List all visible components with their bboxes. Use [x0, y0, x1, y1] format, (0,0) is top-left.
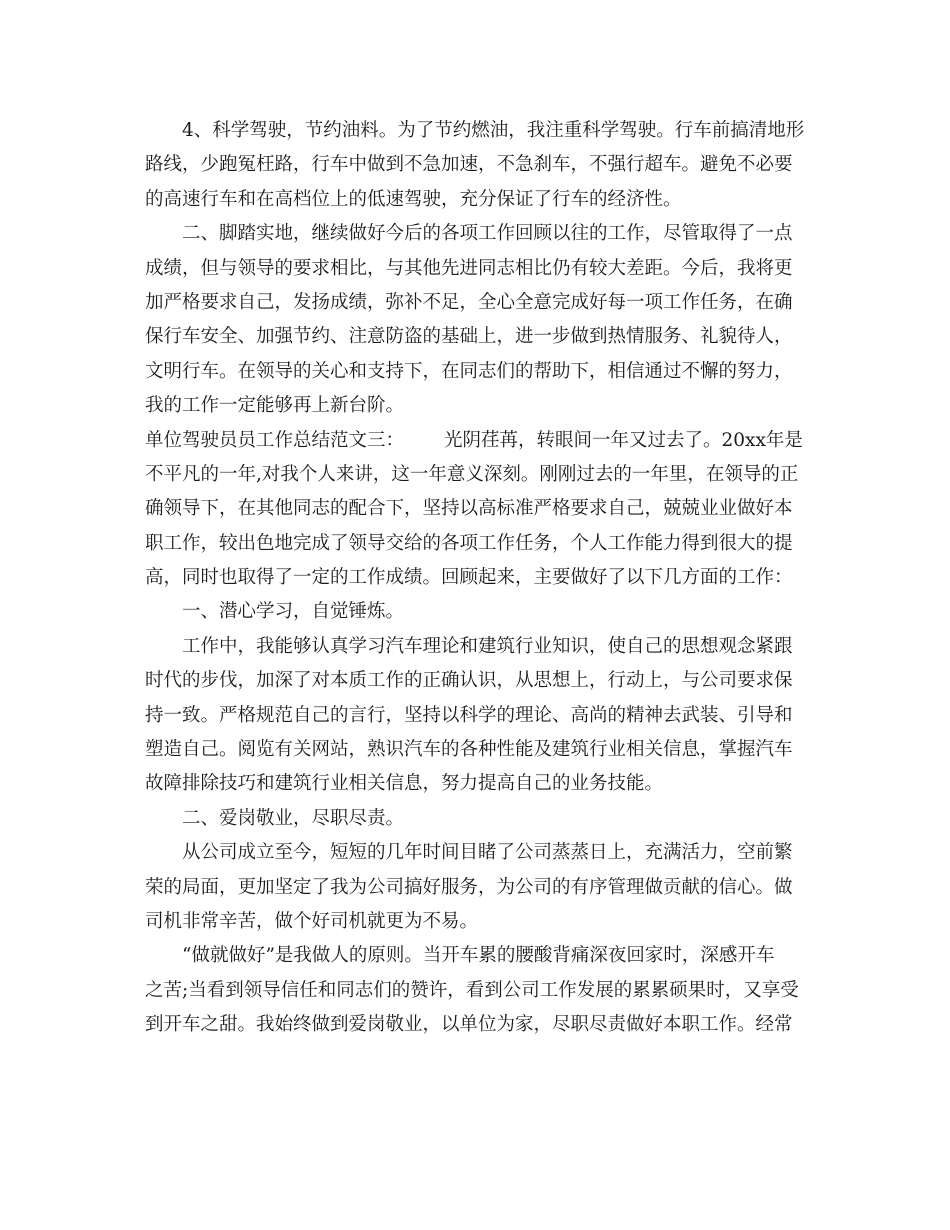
- text-line: 荣的局面，更加坚定了我为公司搞好服务，为公司的有序管理做贡献的信心。做: [145, 876, 793, 898]
- text-line: 从公司成立至今，短短的几年时间目睹了公司蒸蒸日上，充满活力，空前繁: [182, 842, 793, 864]
- text-line: 加严格要求自己，发扬成绩，弥补不足，全心全意完成好每一项工作任务，在确: [145, 291, 793, 313]
- paragraph-block-1: [145, 114, 805, 424]
- text-line: 持一致。严格规范自己的言行，坚持以科学的理论、高尚的精神去武装、引导和: [145, 704, 793, 726]
- text-line: 高，同时也取得了一定的工作成绩。回顾起来，主要做好了以下几方面的工作：: [145, 567, 793, 589]
- text-line: 故障排除技巧和建筑行业相关信息，努力提高自己的业务技能。: [145, 773, 664, 795]
- text-line: 二、脚踏实地，继续做好今后的各项工作回顾以往的工作，尽管取得了一点: [182, 223, 793, 245]
- text-line: 确领导下，在其他同志的配合下，坚持以高标准严格要求自己，兢兢业业做好本: [145, 498, 793, 520]
- text-line: 成绩，但与领导的要求相比，与其他先进同志相比仍有较大差距。今后，我将更: [145, 257, 793, 279]
- text-line: 工作中，我能够认真学习汽车理论和建筑行业知识，使自己的思想观念紧跟: [182, 635, 793, 657]
- section-title: 单位驾驶员员工作总结范文三：: [145, 429, 405, 451]
- text-line: 路线，少跑冤枉路，行车中做到不急加速，不急刹车，不强行超车。避免不必要: [145, 154, 793, 176]
- text-line: 二、爱岗敬业，尽职尽责。: [182, 807, 405, 829]
- text-line: 一、潜心学习，自觉锤炼。: [182, 601, 405, 623]
- text-line: 文明行车。在领导的关心和支持下，在同志们的帮助下，相信通过不懈的努力，: [145, 360, 793, 382]
- text-line: 时代的步伐，加深了对本质工作的正确认识，从思想上，行动上，与公司要求保: [145, 670, 793, 692]
- text-line: 我的工作一定能够再上新台阶。: [145, 395, 405, 417]
- paragraph-block-2: [145, 458, 805, 1043]
- section-heading-line: [145, 424, 805, 458]
- text-line: “做就做好”是我做人的原则。当开车累的腰酸背痛深夜回家时，深感开车: [182, 945, 775, 967]
- document-body: [145, 114, 805, 1043]
- text-line: 4、科学驾驶，节约油料。为了节约燃油，我注重科学驾驶。行车前搞清地形: [182, 120, 805, 141]
- text-line: 保行车安全、加强节约、注意防盗的基础上，进一步做到热情服务、礼貌待人，: [145, 326, 793, 348]
- text-line: 司机非常辛苦，做个好司机就更为不易。: [145, 910, 479, 932]
- text-line: 职工作，较出色地完成了领导交给的各项工作任务，个人工作能力得到很大的提: [145, 532, 793, 554]
- text-line: 到开车之甜。我始终做到爱岗敬业，以单位为家，尽职尽责做好本职工作。经常: [145, 1014, 793, 1036]
- text-line: 的高速行车和在高档位上的低速驾驶，充分保证了行车的经济性。: [145, 188, 682, 210]
- section-first-line: 光阴荏苒，转眼间一年又过去了。20xx年是: [444, 429, 803, 451]
- text-line: 塑造自己。阅览有关网站，熟识汽车的各种性能及建筑行业相关信息，掌握汽车: [145, 739, 793, 761]
- text-line: 不平凡的一年,对我个人来讲，这一年意义深刻。刚刚过去的一年里，在领导的正: [145, 463, 799, 485]
- text-line: 之苦;当看到领导信任和同志们的赞许，看到公司工作发展的累累硕果时，又享受: [145, 979, 799, 1001]
